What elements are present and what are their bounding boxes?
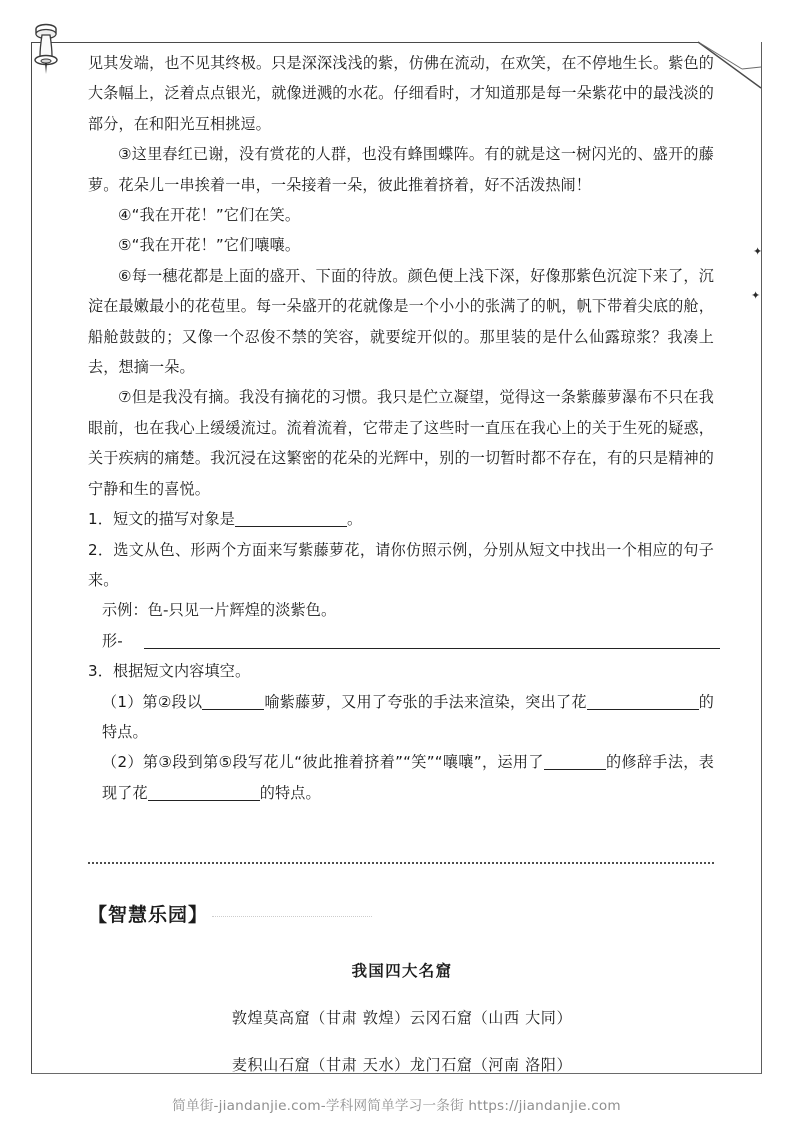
passage-paragraph: ⑦但是我没有摘。我没有摘花的习惯。我只是伫立凝望，觉得这一条紫藤萝瀑布不只在我眼前，也在我心上缓缓流过。流着流着，它带走了这些时一直压在我心上的关于生死的疑惑，关于疾病的痛楚。我沉浸在这繁密的花朵的光辉中，别的一切暂时都不存在，有的只是精神的宁静和生的喜悦。 [88, 388, 714, 498]
grotto-list-item: 麦积山石窟（甘肃 天水）龙门石窟（河南 洛阳） [231, 1056, 573, 1074]
q3-sub1-blank-2[interactable] [587, 694, 699, 710]
question-2-answer-blank[interactable] [144, 648, 720, 649]
section-divider [88, 862, 716, 864]
q3-sub1-text-c: 的特点。 [102, 692, 714, 741]
question-1 [88, 504, 714, 534]
question-1-prefix: 1．短文的描写对象是 [88, 510, 235, 529]
q3-sub2-text-a: （2）第③段到第⑤段写花儿“彼此推着挤着”“笑”“嚷嚷”，运用了 [102, 753, 544, 772]
passage-paragraph: 见其发端，也不见其终极。只是深深浅浅的紫，仿佛在流动，在欢笑，在不停地生长。紫色的大条幅上，泛着点点银光，就像迸溅的水花。仔细看时，才知道那是每一朵紫花中的最浅淡的部分，在和阳光互相挑逗。 [88, 54, 714, 133]
q3-sub2-blank-2[interactable] [148, 785, 260, 801]
question-2-answer-label: 形- [102, 631, 123, 650]
worksheet-content [88, 48, 714, 808]
dotted-leader [212, 916, 372, 917]
grotto-list-title: 我国四大名窟 [351, 962, 453, 980]
passage-paragraph: ⑤“我在开花！”它们嚷嚷。 [118, 236, 301, 255]
pushpin-icon [26, 22, 66, 84]
question-3-sub-2 [88, 747, 714, 808]
question-2-answer-row [88, 626, 714, 656]
passage-paragraph: ④“我在开花！”它们在笑。 [118, 206, 301, 225]
footer-watermark: 简单街-jiandanjie.com-学科网简单学习一条街 https://jiandanjie.com [172, 1098, 621, 1114]
question-2-example: 示例：色-只见一片辉煌的淡紫色。 [102, 601, 337, 620]
question-3-stem: 3．根据短文内容填空。 [88, 662, 251, 681]
q3-sub2-text-d: 的特点。 [259, 783, 321, 802]
passage-paragraph: ③这里春红已谢，没有赏花的人群，也没有蜂围蝶阵。有的就是这一树闪光的、盛开的藤萝。花朵儿一串挨着一串，一朵接着一朵，彼此推着挤着，好不活泼热闹！ [88, 145, 714, 194]
passage-paragraph: ⑥每一穗花都是上面的盛开、下面的待放。颜色便上浅下深，好像那紫色沉淀下来了，沉淀在最嫩最小的花苞里。每一朵盛开的花就像是一个小小的张满了的帆，帆下带着尖底的舱，船舱鼓鼓的；又像一个忍俊不禁的笑容，就要绽开似的。那里装的是什么仙露琼浆？我凑上去，想摘一朵。 [88, 266, 714, 377]
scan-artifact: ✦ [751, 289, 761, 302]
q3-sub2-text-c: 表现了花 [102, 753, 714, 802]
question-1-suffix: 。 [346, 510, 363, 529]
q3-sub2-blank-1[interactable] [544, 754, 606, 770]
question-3-sub-1 [88, 687, 714, 748]
q3-sub1-blank-1[interactable] [202, 694, 264, 710]
q3-sub1-text-a: （1）第②段以 [102, 692, 203, 711]
question-1-blank[interactable] [235, 511, 347, 527]
fun-zone-heading: 【智慧乐园】 [88, 904, 209, 926]
q3-sub1-text-b: 喻紫藤萝，又用了夸张的手法来渲染，突出了花 [264, 692, 587, 711]
fun-zone-section [88, 900, 716, 1075]
question-2-stem: 2．选文从色、形两个方面来写紫藤萝花，请你仿照示例，分别从短文中找出一个相应的句子来。 [88, 540, 714, 589]
scan-artifact: ✦ [753, 245, 763, 258]
grotto-list-item: 敦煌莫高窟（甘肃 敦煌）云冈石窟（山西 大同） [231, 1009, 573, 1027]
q3-sub2-text-b: 的修辞手法， [605, 753, 699, 772]
page-border-top [31, 42, 701, 43]
